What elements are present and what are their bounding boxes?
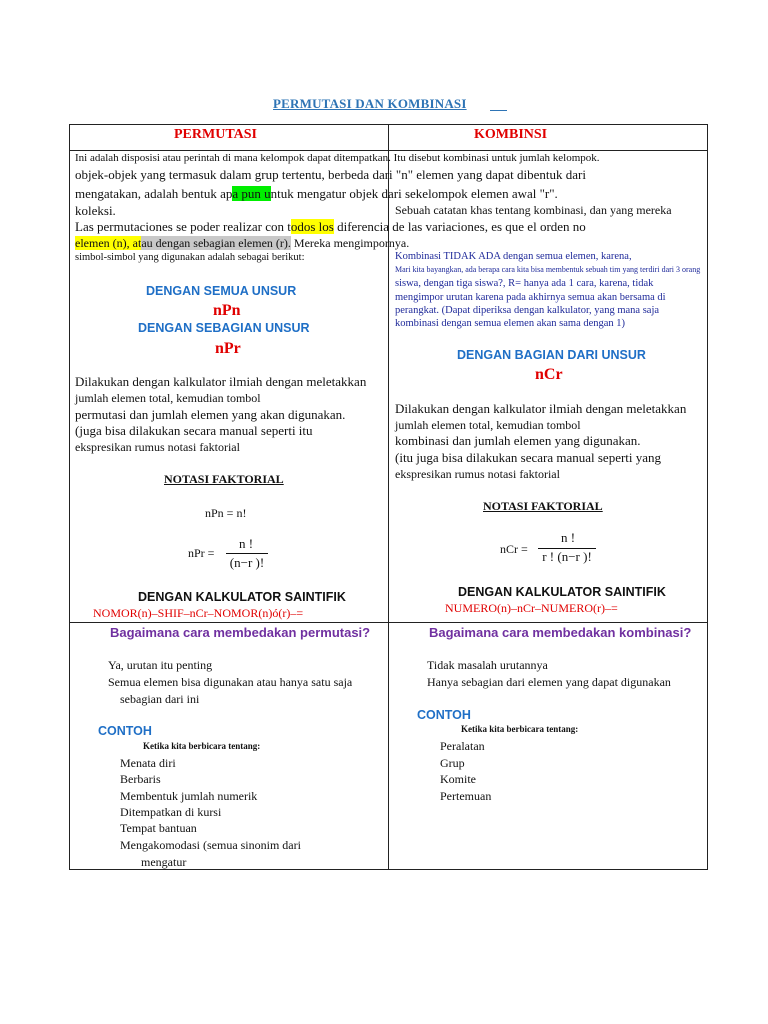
formula-npr-denominator: (n−r )!	[229, 555, 265, 570]
example-left-3: Membentuk jumlah numerik	[120, 789, 258, 803]
right-calculator-keys: NUMERO(n)–nCr–NUMERO(r)–=	[445, 601, 618, 615]
intro-line-7: simbol-simbol yang digunakan adalah sebagai berikut:	[75, 252, 305, 263]
intro-line-1: Ini adalah disposisi atau perintah di mana kelompok dapat ditempatkan. Itu disebut kombinasi untuk jumlah kelompok.	[75, 152, 600, 164]
example-right-4: Pertemuan	[440, 789, 492, 803]
intro-line-3: mengatakan, adalah bentuk apa pun untuk mengatur objek dari sekelompok elemen awal "r".	[75, 186, 558, 201]
example-right-1: Peralatan	[440, 739, 485, 753]
intro-line-2: objek-objek yang termasuk dalam grup tertentu, berbeda dari "n" elemen yang dapat dibentuk dari	[75, 167, 586, 182]
symbol-npr: nPr	[215, 340, 241, 357]
right-note-6: kombinasi dengan semua elemen akan sama dengan 1)	[395, 318, 626, 329]
left-calc-line-2: jumlah elemen total, kemudian tombol	[75, 391, 261, 405]
table-border-right	[707, 124, 708, 870]
heading-dengan-sebagian-unsur: DENGAN SEBAGIAN UNSUR	[138, 321, 310, 335]
left-calc-line-1: Dilakukan dengan kalkulator ilmiah dengan meletakkan	[75, 374, 367, 389]
contoh-left: CONTOH	[98, 724, 152, 738]
intro-line-6: elemen (n), atau dengan sebagian elemen (r). Mereka mengimpornya.	[75, 236, 410, 250]
right-notasi-faktorial: NOTASI FAKTORIAL	[483, 499, 603, 513]
right-calc-line-3: kombinasi dan jumlah elemen yang digunakan.	[395, 433, 641, 448]
right-note-2: Mari kita bayangkan, ada berapa cara kita bisa membentuk sebuah tim yang terdiri dari 3 orang	[395, 265, 701, 274]
heading-dengan-semua-unsur: DENGAN SEMUA UNSUR	[146, 284, 297, 298]
right-note-1: Kombinasi TIDAK ADA dengan semua elemen, karena,	[395, 251, 632, 262]
left-calc-line-5: ekspresikan rumus notasi faktorial	[75, 440, 240, 454]
right-calc-line-1: Dilakukan dengan kalkulator ilmiah dengan meletakkan	[395, 401, 687, 416]
example-right-2: Grup	[440, 756, 465, 770]
intro-line-5: Las permutaciones se poder realizar con todos los diferencia de las variaciones, es que el orden no	[75, 219, 586, 234]
heading-dengan-bagian-dari-unsur: DENGAN BAGIAN DARI UNSUR	[457, 348, 646, 362]
right-kalkulator-heading: DENGAN KALKULATOR SAINTIFIK	[458, 585, 666, 599]
question-kombinasi: Bagaimana cara membedakan kombinasi?	[429, 625, 692, 640]
formula-npr-lhs: nPr =	[188, 546, 215, 560]
bullet-ya-urutan: Ya, urutan itu penting	[108, 658, 213, 672]
symbol-ncr: nCr	[535, 366, 563, 383]
intro-line-4b: Sebuah catatan khas tentang kombinasi, dan yang mereka	[395, 203, 672, 217]
example-left-1: Menata diri	[120, 756, 176, 770]
bullet-tidak-masalah: Tidak masalah urutannya	[427, 658, 548, 672]
ketika-right: Ketika kita berbicara tentang:	[461, 724, 579, 734]
left-notasi-faktorial: NOTASI FAKTORIAL	[164, 472, 284, 486]
right-note-4: mengimpor urutan karena pada akhirnya semua akan bersama di	[395, 292, 666, 303]
right-calc-line-2: jumlah elemen total, kemudian tombol	[395, 418, 581, 432]
example-left-6-cont: mengatur	[141, 855, 187, 869]
formula-npr-bar	[226, 553, 268, 554]
left-calc-line-3: permutasi dan jumlah elemen yang akan digunakan.	[75, 407, 346, 422]
example-left-6: Mengakomodasi (semua sinonim dari	[120, 838, 301, 852]
bullet-semua-elemen-cont: sebagian dari ini	[120, 692, 200, 706]
header-permutasi: PERMUTASI	[174, 127, 257, 142]
right-calc-line-5: ekspresikan rumus notasi faktorial	[395, 467, 560, 481]
intro-line-4a: koleksi.	[75, 203, 116, 218]
right-note-5: perangkat. (Dapat diperiksa dengan kalkulator, yang mana saja	[395, 305, 660, 316]
bullet-semua-elemen: Semua elemen bisa digunakan atau hanya satu saja	[108, 675, 353, 689]
right-note-3: siswa, dengan tiga siswa?, R= hanya ada 1 cara, karena, tidak	[395, 278, 654, 289]
formula-ncr-denominator: r ! (n−r )!	[542, 549, 592, 564]
question-permutasi: Bagaimana cara membedakan permutasi?	[110, 625, 371, 640]
example-right-3: Komite	[440, 772, 476, 786]
title-underline-tail	[490, 110, 507, 111]
page-title: PERMUTASI DAN KOMBINASI	[273, 96, 467, 111]
example-left-4: Ditempatkan di kursi	[120, 805, 222, 819]
bullet-hanya-sebagian: Hanya sebagian dari elemen yang dapat digunakan	[427, 675, 671, 689]
table-border-left	[69, 124, 70, 870]
formula-npn: nPn = n!	[205, 506, 247, 520]
header-kombinasi: KOMBINSI	[474, 127, 548, 142]
formula-ncr-numerator: n !	[560, 530, 576, 545]
left-kalkulator-heading: DENGAN KALKULATOR SAINTIFIK	[138, 590, 346, 604]
left-calculator-keys: NOMOR(n)–SHIF–nCr–NOMOR(n)ó(r)–=	[93, 606, 304, 620]
formula-ncr-lhs: nCr =	[500, 542, 528, 556]
example-left-2: Berbaris	[120, 772, 161, 786]
right-calc-line-4: (itu juga bisa dilakukan secara manual seperti yang	[395, 450, 662, 465]
contoh-right: CONTOH	[417, 708, 471, 722]
ketika-left: Ketika kita berbicara tentang:	[143, 741, 261, 751]
symbol-npn: nPn	[213, 302, 241, 319]
formula-npr-numerator: n !	[238, 536, 254, 551]
example-left-5: Tempat bantuan	[120, 821, 197, 835]
left-calc-line-4: (juga bisa dilakukan secara manual seperti itu	[75, 423, 313, 438]
